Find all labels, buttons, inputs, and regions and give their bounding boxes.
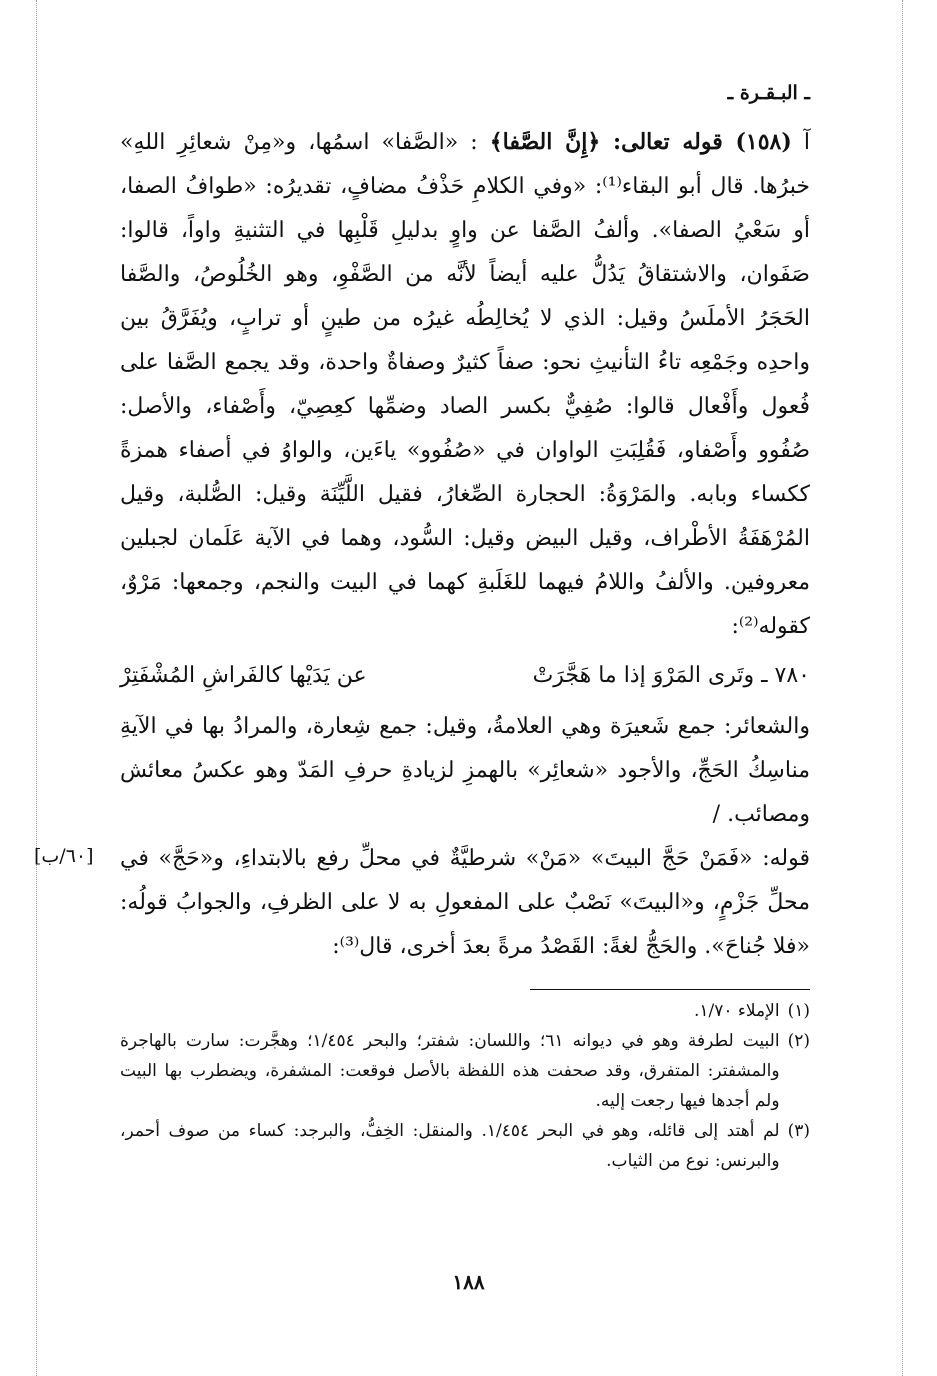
verse-first-hemistich: ٧٨٠ ـ وتَرى المَرْوَ إذا ما هَجَّرَتْ	[532, 663, 810, 688]
footnote-1: (١) الإملاء ١/٧٠.	[693, 1001, 810, 1021]
paragraph-1-text: : «الصَّفا» اسمُها، و«مِنْ شعائِرِ اللهِ» خبرُها. قال أبو البقاء⁽¹⁾: «وفي الكلامِ حَذْفُ مضافٍ، تقديرُه: «طوافُ الصفا، أو سَعْيُ الصفا». وألفُ الصَّفا عن واوٍ بدليلِ قَلْبِها في التثنيةِ واواً، قالوا: صَفَوان، والاشتقاقُ يَدُلُّ عليه أيضاً لأنَّه من الصَّفْوِ، وهو الخُلُوصُ، والصَّفا الحَجَرُ الأملَسُ وقيل: الذي لا يُخالِطُه غيرُه من طينٍ أو ترابٍ، ويُفَرَّقُ بين واحدِه وجَمْعِه تاءُ التأنيثِ نحو: صفاً كثيرٌ وصفاةٌ واحدة، وقد يجمع الصَّفا على فُعول وأَفْعال قالوا: صُفِيٌّ بكسر الصاد وضمِّها كعِصِيّ، وأَصْفاء، والأصل: صُفُوو وأَصْفاو، فَقُلِبَتِ الواوان في «صُفُوو» ياءَين، والواوُ في أصفاء همزةً ككساء وبابه. والمَرْوَةُ: الحجارة الصِّغارُ، فقيل اللَّيِّنَة وقيل: الصُّلبة، وقيل المُرْهَفَةُ الأطْراف، وقيل البيض وقيل: السُّود، وهما في الآية عَلَمان لجبلين معروفين. والألفُ واللامُ فيهما للغَلَبةِ كهما في البيت والنجم، وجمعها: مَرْوٌ، كقوله⁽²⁾:	[120, 130, 811, 639]
footnote-2: (٢) البيت لطرفة وهو في ديوانه ٦١؛ واللسان: شفتر؛ والبحر ١/٤٥٤؛ وهجَّرت: سارت بالهاجرة والمشفتر: المتفرق، وقد صحفت هذه اللفظة بالأصل فوقعت: المشفرة، ويضطرب بها البيت ولم أجدها فيها رجعت إليه.	[120, 1031, 810, 1111]
page-number: ١٨٨	[452, 1270, 485, 1294]
scan-edge-left	[36, 0, 37, 1376]
footnote-rule	[530, 989, 810, 990]
footnotes	[120, 996, 810, 1176]
scan-edge-right	[902, 0, 903, 1376]
running-header: ـ البـقـرة ـ	[727, 82, 810, 104]
verse-second-hemistich: عن يَدَيْها كالفَراشِ المُشْفَتِرْ	[120, 663, 367, 688]
verse-heading: (١٥٨) قوله تعالى: ﴿إِنَّ الصَّفا﴾	[489, 129, 792, 155]
paragraph-3: قوله: «فَمَنْ حَجَّ البيتَ» «مَنْ» شرطيَّةٌ في محلِّ رفع بالابتداءِ، و«حَجَّ» في محلِّ جَزْمٍ، و«البيتَ» نَصْبٌ على المفعولِ به لا على الظرفِ، والجوابُ قولُه: «فلا جُناحَ». والحَجُّ لغةً: القَصْدُ مرةً بعدَ أخرى، قال⁽³⁾:	[120, 846, 811, 959]
paragraph-1	[120, 120, 810, 649]
folio-marker: [٦٠/ب]	[34, 845, 94, 867]
page-body	[120, 80, 810, 1176]
margin-mark: آ	[803, 130, 810, 155]
paragraph-2: والشعائر: جمع شَعيرَة وهي العلامةُ، وقيل: جمع شِعارة، والمرادُ بها في الآيةِ مناسِكُ الحَجِّ، والأجود «شعائِر» بالهمزِ لزيادةِ حرفِ المَدّ وهو عكسُ معائش ومصائب. /	[120, 714, 811, 827]
verse-number: ٧٨٠	[774, 663, 810, 688]
footnote-3: (٣) لم أهتد إلى قائله، وهو في البحر ١/٤٥٤. والمنقل: الخِفُّ، والبرجد: كساء من صوف أحمر، والبرنس: نوع من الثياب.	[120, 1121, 810, 1171]
poetry-verse	[120, 653, 810, 699]
